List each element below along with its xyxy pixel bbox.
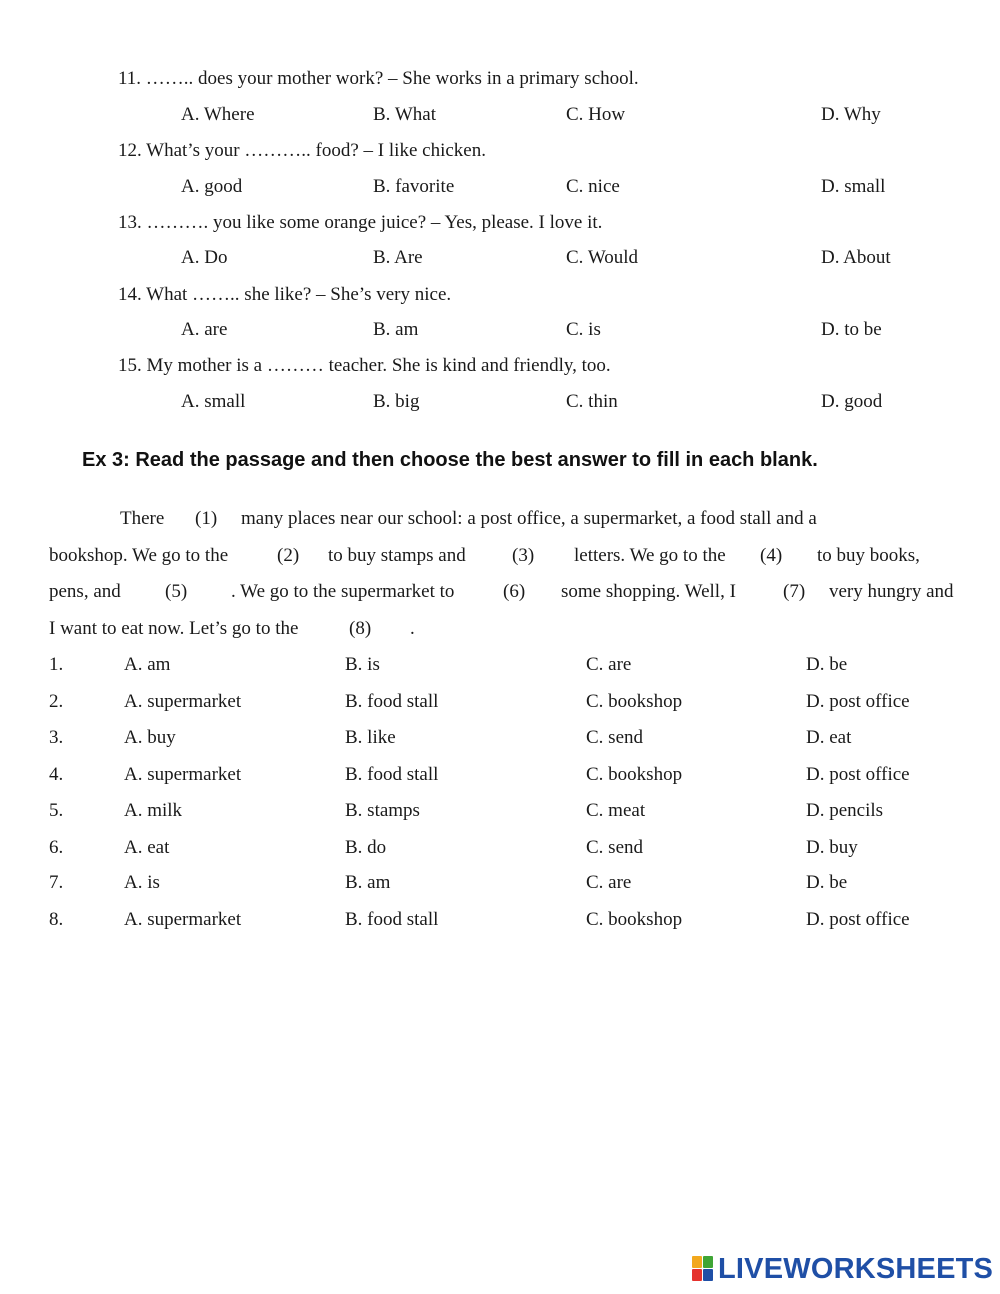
option-b[interactable]: B. stamps <box>345 800 420 821</box>
option-b[interactable]: B. is <box>345 654 380 675</box>
option-c[interactable]: C. Would <box>566 247 639 268</box>
question-stem: 11. …….. does your mother work? – She works in a primary school. <box>118 68 639 89</box>
option-c[interactable]: C. thin <box>566 391 618 412</box>
option-a[interactable]: A. small <box>181 391 246 412</box>
option-d[interactable]: D. post office <box>806 691 910 712</box>
option-b[interactable]: B. food stall <box>345 691 439 712</box>
option-d[interactable]: D. good <box>821 391 883 412</box>
passage-text: bookshop. We go to the <box>49 545 229 566</box>
option-b[interactable]: B. food stall <box>345 909 439 930</box>
blank-1[interactable]: (1) <box>195 508 218 529</box>
passage-text: very hungry and <box>829 581 954 602</box>
option-c[interactable]: C. meat <box>586 800 646 821</box>
option-b[interactable]: B. favorite <box>373 176 455 197</box>
option-c[interactable]: C. send <box>586 727 643 748</box>
answer-number: 1. <box>49 654 64 675</box>
option-b[interactable]: B. like <box>345 727 396 748</box>
option-b[interactable]: B. am <box>373 319 419 340</box>
option-a[interactable]: A. supermarket <box>124 909 242 930</box>
answer-number: 4. <box>49 764 64 785</box>
option-b[interactable]: B. do <box>345 837 387 858</box>
option-a[interactable]: A. Where <box>181 104 255 125</box>
blank-6[interactable]: (6) <box>503 581 526 602</box>
passage-text: to buy books, <box>817 545 920 566</box>
option-a[interactable]: A. good <box>181 176 243 197</box>
option-c[interactable]: C. are <box>586 654 632 675</box>
option-a[interactable]: A. are <box>181 319 228 340</box>
answer-number: 7. <box>49 872 64 893</box>
option-c[interactable]: C. bookshop <box>586 764 683 785</box>
option-d[interactable]: D. post office <box>806 764 910 785</box>
option-a[interactable]: A. buy <box>124 727 176 748</box>
option-c[interactable]: C. nice <box>566 176 620 197</box>
option-c[interactable]: C. bookshop <box>586 909 683 930</box>
option-c[interactable]: C. are <box>586 872 632 893</box>
option-c[interactable]: C. is <box>566 319 601 340</box>
option-a[interactable]: A. is <box>124 872 160 893</box>
option-b[interactable]: B. What <box>373 104 436 125</box>
answer-number: 6. <box>49 837 64 858</box>
option-d[interactable]: D. About <box>821 247 891 268</box>
option-c[interactable]: C. bookshop <box>586 691 683 712</box>
blank-2[interactable]: (2) <box>277 545 300 566</box>
option-d[interactable]: D. post office <box>806 909 910 930</box>
option-a[interactable]: A. milk <box>124 800 183 821</box>
answer-number: 3. <box>49 727 64 748</box>
logo-text: LIVEWORKSHEETS <box>718 1252 994 1285</box>
option-d[interactable]: D. to be <box>821 319 882 340</box>
question-stem: 13. ………. you like some orange juice? – Yes, please. I love it. <box>118 212 603 233</box>
passage-text: . <box>410 618 415 639</box>
option-d[interactable]: D. be <box>806 654 848 675</box>
blank-4[interactable]: (4) <box>760 545 783 566</box>
passage-text: There <box>120 508 165 529</box>
question-stem: 15. My mother is a ……… teacher. She is kind and friendly, too. <box>118 355 611 376</box>
passage-text: I want to eat now. Let’s go to the <box>49 618 299 639</box>
option-b[interactable]: B. big <box>373 391 420 412</box>
option-a[interactable]: A. am <box>124 654 171 675</box>
passage-text: to buy stamps and <box>328 545 466 566</box>
blank-5[interactable]: (5) <box>165 581 188 602</box>
passage-text: letters. We go to the <box>574 545 726 566</box>
answer-number: 8. <box>49 909 64 930</box>
option-d[interactable]: D. be <box>806 872 848 893</box>
option-b[interactable]: B. am <box>345 872 391 893</box>
liveworksheets-logo <box>692 1252 993 1286</box>
option-d[interactable]: D. small <box>821 176 886 197</box>
option-a[interactable]: A. eat <box>124 837 170 858</box>
option-d[interactable]: D. Why <box>821 104 881 125</box>
option-b[interactable]: B. Are <box>373 247 423 268</box>
liveworksheets-logo-icon <box>692 1256 714 1282</box>
option-a[interactable]: A. supermarket <box>124 691 242 712</box>
option-a[interactable]: A. Do <box>181 247 228 268</box>
blank-3[interactable]: (3) <box>512 545 535 566</box>
option-c[interactable]: C. How <box>566 104 626 125</box>
question-stem: 12. What’s your ……….. food? – I like chicken. <box>118 140 486 161</box>
passage-text: pens, and <box>49 581 121 602</box>
option-c[interactable]: C. send <box>586 837 643 858</box>
option-d[interactable]: D. eat <box>806 727 852 748</box>
answer-number: 5. <box>49 800 64 821</box>
option-a[interactable]: A. supermarket <box>124 764 242 785</box>
option-b[interactable]: B. food stall <box>345 764 439 785</box>
passage-text: some shopping. Well, I <box>561 581 736 602</box>
question-stem: 14. What …….. she like? – She’s very nice. <box>118 284 452 305</box>
blank-8[interactable]: (8) <box>349 618 372 639</box>
passage-text: . We go to the supermarket to <box>231 581 455 602</box>
answer-number: 2. <box>49 691 64 712</box>
exercise-title: Ex 3: Read the passage and then choose the best answer to fill in each blank. <box>82 449 818 471</box>
blank-7[interactable]: (7) <box>783 581 806 602</box>
option-d[interactable]: D. buy <box>806 837 858 858</box>
option-d[interactable]: D. pencils <box>806 800 884 821</box>
passage-text: many places near our school: a post office, a supermarket, a food stall and a <box>241 508 817 529</box>
